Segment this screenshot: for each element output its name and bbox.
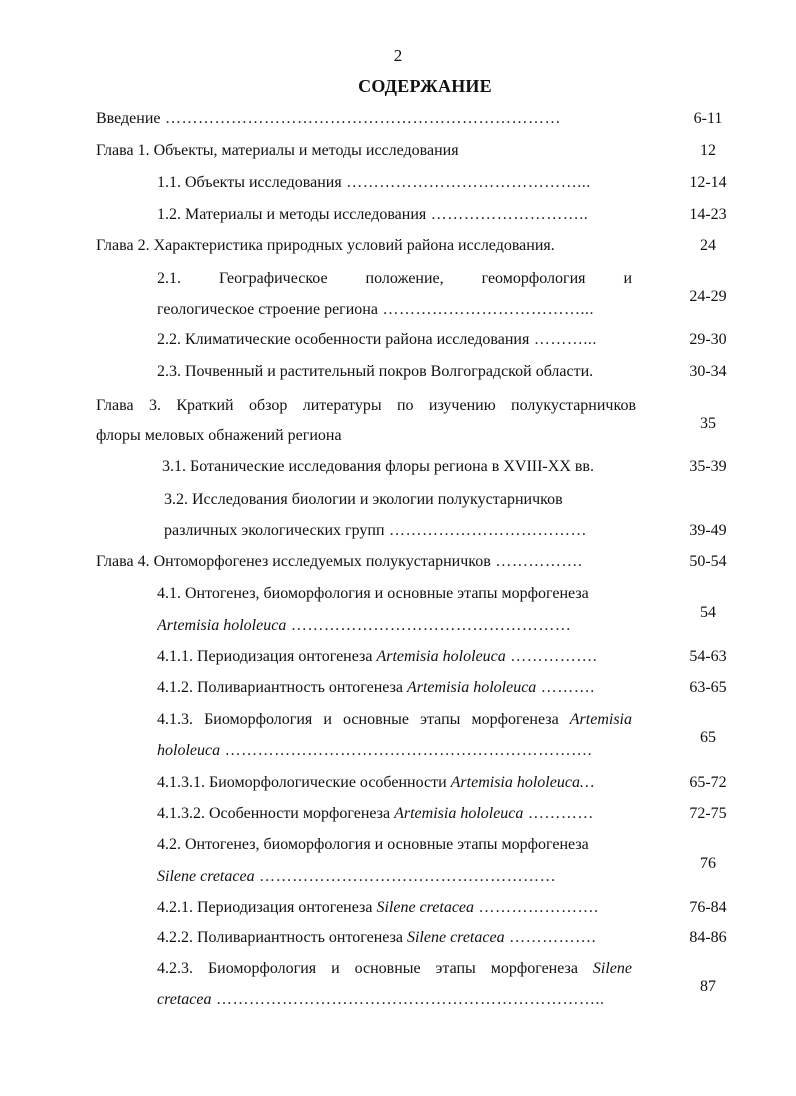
leader-dots: ………. <box>536 679 595 696</box>
page-ref: 35-39 <box>689 458 727 475</box>
toc-entry-2-1-line1 <box>157 264 632 294</box>
species-name: Artemisia hololeuca <box>394 805 524 822</box>
page-title: СОДЕРЖАНИЕ <box>358 76 492 96</box>
leader-dots: ………… <box>523 805 594 822</box>
toc-entry-4-2-3-line2 <box>157 985 632 1015</box>
leader-dots: …………………. <box>474 899 599 916</box>
page-ref: 54-63 <box>689 648 727 665</box>
toc-entry-introduction <box>96 104 636 134</box>
leader-dots: ……………………………………... <box>341 174 591 191</box>
leader-dots: ……………. <box>505 648 598 665</box>
toc-entry-1-1 <box>157 168 632 198</box>
species-name: Silene cretacea <box>406 929 505 946</box>
entry-text: 4.2.3. Биоморфология и основные этапы морфогенеза <box>157 960 593 977</box>
toc-entry-4-2-line1 <box>157 830 632 860</box>
toc-entry-3-2-line2 <box>164 516 634 546</box>
page-ref: 65 <box>700 729 716 746</box>
species-name: Artemisia hololeuca <box>406 679 537 696</box>
page-ref: 63-65 <box>689 679 727 696</box>
entry-text: 4.1.1. Периодизация онтогенеза <box>157 648 377 665</box>
entry-text: Глава 2. Характеристика природных условий района исследования. <box>96 237 555 254</box>
toc-entry-4-1-1 <box>157 642 632 672</box>
toc-entry-4-1-2 <box>157 673 632 703</box>
page-ref: 84-86 <box>689 929 727 946</box>
entry-text: различных экологических групп <box>164 522 385 539</box>
page-ref: 14-23 <box>689 206 727 223</box>
entry-text: Глава 1. Объекты, материалы и методы исследования <box>96 142 459 159</box>
page-ref: 6-11 <box>693 110 723 127</box>
species-name: Artemisia <box>569 711 632 728</box>
toc-entry-chapter-3-line2 <box>96 421 636 451</box>
toc-entry-2-2 <box>157 325 632 355</box>
page-ref: 24-29 <box>689 288 727 305</box>
toc-entry-2-3 <box>157 357 632 387</box>
leader-dots: ……………………………………………………………… <box>160 110 561 127</box>
entry-text: Введение <box>96 110 161 127</box>
entry-text: Глава 3. Краткий обзор литературы по изучению полукустарничков <box>96 397 636 414</box>
leader-dots: …………………………………………… <box>286 617 572 634</box>
page-ref: 76-84 <box>689 899 727 916</box>
toc-entry-4-1-3-line1 <box>157 705 632 735</box>
species-name: hololeuca <box>157 742 221 759</box>
toc-entry-3-2-line1 <box>164 485 634 515</box>
toc-entry-4-2-1 <box>157 893 632 923</box>
entry-text: 2.3. Почвенный и растительный покров Волгоградской области. <box>157 363 594 380</box>
entry-text: Глава 4. Онтоморфогенез исследуемых полукустарничков <box>96 553 491 570</box>
leader-dots: ………... <box>529 331 597 348</box>
leader-dots: ……………. <box>504 929 597 946</box>
entry-text: 3.1. Ботанические исследования флоры региона в XVIII-XX вв. <box>162 458 594 475</box>
page-ref: 87 <box>700 978 716 995</box>
leader-dots: ………………………………... <box>377 301 594 318</box>
page-ref: 39-49 <box>689 522 727 539</box>
entry-text: 4.1. Онтогенез, биоморфология и основные этапы морфогенеза <box>157 585 589 602</box>
page-ref: 24 <box>700 237 716 254</box>
toc-entry-4-1-line2 <box>157 611 632 641</box>
page-ref: 65-72 <box>689 774 727 791</box>
toc-entry-3-1 <box>162 452 632 482</box>
species-name: Silene cretacea <box>157 868 255 885</box>
entry-text: флоры меловых обнажений региона <box>96 427 342 444</box>
species-name: Artemisia hololeuca <box>376 648 506 665</box>
toc-entry-4-2-2 <box>157 923 632 953</box>
leader-dots: ……………………….. <box>426 206 589 223</box>
page-ref: 29-30 <box>689 331 727 348</box>
entry-text: 3.2. Исследования биологии и экологии полукустарничков <box>164 491 563 508</box>
toc-entry-chapter-2 <box>96 231 636 261</box>
entry-text: 4.2. Онтогенез, биоморфология и основные этапы морфогенеза <box>157 836 589 853</box>
toc-entry-chapter-4 <box>96 547 636 577</box>
page-ref: 12-14 <box>689 174 727 191</box>
entry-text: 4.1.3.2. Особенности морфогенеза <box>157 805 395 822</box>
leader-dots: ……………………………………………… <box>254 868 557 885</box>
page-ref: 12 <box>700 142 716 159</box>
page-ref: 76 <box>700 855 716 872</box>
toc-entry-chapter-1 <box>96 136 636 166</box>
entry-text: 1.1. Объекты исследования <box>157 174 342 191</box>
page-number: 2 <box>393 46 403 65</box>
entry-text: геологическое строение региона <box>157 301 378 318</box>
toc-entry-2-1-line2 <box>157 295 632 325</box>
toc-entry-1-2 <box>157 200 632 230</box>
leader-dots: ……………. <box>490 553 583 570</box>
leader-dots: ……………………………… <box>384 522 588 539</box>
entry-text: 4.2.1. Периодизация онтогенеза <box>157 899 377 916</box>
page-ref: 50-54 <box>689 553 727 570</box>
species-name: Artemisia hololeuca <box>157 617 287 634</box>
entry-text: 4.2.2. Поливариантность онтогенеза <box>157 929 407 946</box>
entry-text: 4.1.3.1. Биоморфологические особенности <box>157 774 451 791</box>
entry-text: 4.1.3. Биоморфология и основные этапы морфогенеза <box>157 711 570 728</box>
toc-entry-4-2-3-line1 <box>157 954 632 984</box>
species-name: Silene cretacea <box>376 899 475 916</box>
page-ref: 54 <box>700 604 716 621</box>
species-name: Artemisia hololeuca… <box>450 774 595 791</box>
toc-entry-chapter-3-line1 <box>96 391 636 421</box>
toc-entry-4-1-3-line2 <box>157 736 632 766</box>
leader-dots: …………………………………………………………. <box>220 742 593 759</box>
toc-entry-4-1-3-2 <box>157 799 632 829</box>
toc-entry-4-1-line1 <box>157 579 632 609</box>
species-name: cretacea <box>157 991 212 1008</box>
entry-text: 2.1. Географическое положение, геоморфология и <box>157 270 632 287</box>
page-ref: 30-34 <box>689 363 727 380</box>
entry-text: 2.2. Климатические особенности района исследования <box>157 331 530 348</box>
toc-entry-4-2-line2 <box>157 862 632 892</box>
leader-dots: …………………………………………………………….. <box>211 991 605 1008</box>
entry-text: 1.2. Материалы и методы исследования <box>157 206 427 223</box>
toc-entry-4-1-3-1 <box>157 768 632 798</box>
page-ref: 72-75 <box>689 805 727 822</box>
entry-text: 4.1.2. Поливариантность онтогенеза <box>157 679 407 696</box>
species-name: Silene <box>592 960 632 977</box>
page-ref: 35 <box>700 415 716 432</box>
